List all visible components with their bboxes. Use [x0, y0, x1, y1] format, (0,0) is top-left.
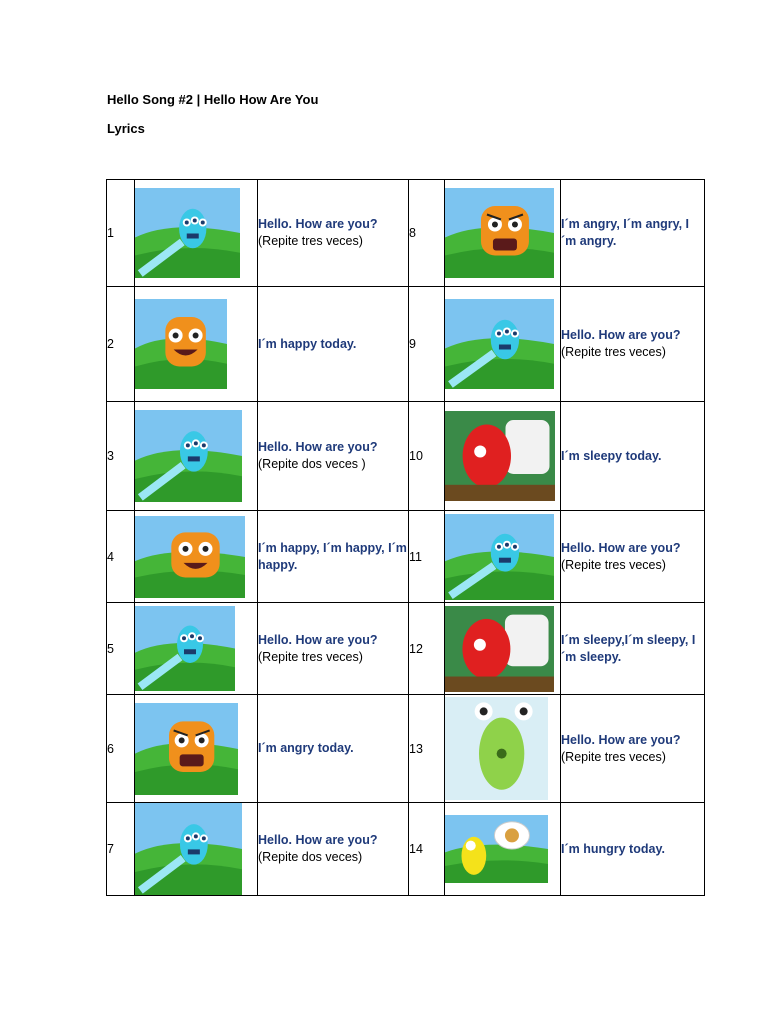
line-number: 8: [409, 180, 445, 287]
line-number: 7: [107, 803, 135, 896]
lyric-english: Hello. How are you?: [258, 632, 378, 647]
lyric-instruction: (Repite dos veces ): [258, 457, 366, 471]
lyric-english: I´m sleepy today.: [561, 448, 662, 463]
lyric-text: [258, 603, 409, 695]
line-number: 5: [107, 603, 135, 695]
lyric-english: Hello. How are you?: [258, 440, 378, 454]
lyrics-row: [107, 603, 705, 695]
yellow-hungry-monster-image: [445, 803, 561, 896]
lyric-english: Hello. How are you?: [258, 833, 378, 847]
lyric-english: Hello. How are you?: [561, 540, 681, 555]
line-number: 12: [409, 603, 445, 695]
blue-monster-image: [135, 402, 258, 511]
blue-monster-image: [445, 511, 561, 603]
lyric-text: [561, 180, 705, 287]
lyric-english: I´m happy, I´m happy, I´m happy.: [258, 540, 407, 572]
red-sleepy-monster-image: [445, 402, 561, 511]
lyrics-row: [107, 402, 705, 511]
document-title: Hello Song #2 | Hello How Are You: [107, 92, 319, 107]
line-number: 9: [409, 287, 445, 402]
lyric-instruction: (Repite tres veces): [561, 345, 666, 359]
red-sleepy-monster-image: [445, 603, 561, 695]
lyric-english: Hello. How are you?: [561, 328, 681, 342]
lyric-text: [561, 287, 705, 402]
lyric-english: I´m hungry today.: [561, 841, 665, 856]
lyric-text: [258, 511, 409, 603]
lyrics-heading: Lyrics: [107, 121, 145, 136]
lyric-instruction: (Repite tres veces): [561, 557, 666, 572]
lyric-instruction: (Repite tres veces): [258, 234, 363, 248]
lyric-text: [258, 287, 409, 402]
lyric-english: Hello. How are you?: [258, 217, 378, 231]
line-number: 6: [107, 695, 135, 803]
green-monster-image: [445, 695, 561, 803]
line-number: 4: [107, 511, 135, 603]
orange-happy-monster-image: [135, 511, 258, 603]
lyrics-row: [107, 695, 705, 803]
lyrics-row: [107, 803, 705, 896]
lyric-text: [561, 803, 705, 896]
lyric-english: I´m angry, I´m angry, I´m angry.: [561, 217, 690, 248]
lyric-text: [258, 803, 409, 896]
lyric-instruction: (Repite tres veces): [258, 649, 363, 664]
blue-monster-image: [135, 603, 258, 695]
line-number: 3: [107, 402, 135, 511]
lyric-text: [561, 402, 705, 511]
blue-monster-image: [135, 180, 258, 287]
blue-monster-image: [135, 803, 258, 896]
lyric-instruction: (Repite dos veces): [258, 850, 363, 864]
orange-angry-monster-image: [445, 180, 561, 287]
lyric-instruction: (Repite tres veces): [561, 749, 666, 764]
lyric-english: I´m angry today.: [258, 741, 354, 755]
lyric-english: I´m sleepy,I´m sleepy, I´m sleepy.: [561, 632, 696, 664]
lyric-text: [561, 695, 705, 803]
line-number: 14: [409, 803, 445, 896]
line-number: 1: [107, 180, 135, 287]
lyric-text: [258, 695, 409, 803]
lyrics-row: [107, 180, 705, 287]
lyrics-row: [107, 511, 705, 603]
lyric-text: [258, 180, 409, 287]
lyric-english: Hello. How are you?: [561, 732, 681, 747]
lyrics-table: [106, 179, 705, 896]
line-number: 10: [409, 402, 445, 511]
blue-monster-image: [445, 287, 561, 402]
line-number: 11: [409, 511, 445, 603]
lyric-text: [258, 402, 409, 511]
orange-happy-monster-image: [135, 287, 258, 402]
line-number: 2: [107, 287, 135, 402]
lyric-text: [561, 511, 705, 603]
lyric-english: I´m happy today.: [258, 336, 357, 351]
lyrics-row: [107, 287, 705, 402]
lyric-text: [561, 603, 705, 695]
line-number: 13: [409, 695, 445, 803]
orange-angry-monster-image: [135, 695, 258, 803]
